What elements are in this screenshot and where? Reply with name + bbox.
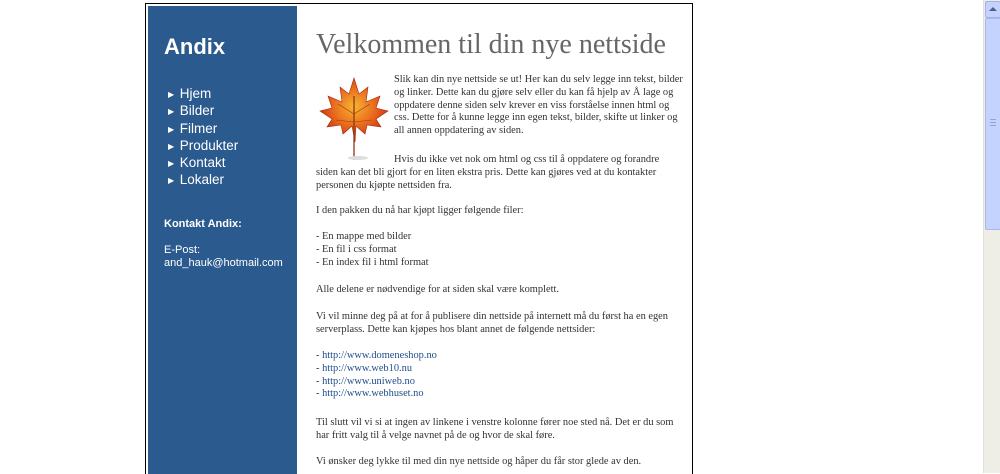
list-item: - http://www.domeneshop.no	[316, 350, 437, 361]
arrow-right-icon: ▶	[168, 107, 175, 117]
nav-item-label: Bilder	[179, 103, 215, 119]
maple-leaf-image	[318, 74, 390, 162]
nav-item-lokaler[interactable]	[168, 171, 238, 188]
nav-item-kontakt[interactable]	[168, 154, 238, 171]
arrow-right-icon: ▶	[168, 176, 175, 186]
nav-item-label: Filmer	[179, 120, 218, 136]
contact-heading: Kontakt Andix:	[164, 218, 242, 230]
email-label: E-Post:	[164, 244, 201, 256]
list-item: - En index fil i html format	[316, 256, 429, 268]
publish-paragraph: Vi vil minne deg på at for å publisere din nettside på internett må du først ha en egen serverplass. Dette kan kjøpes hos blant annet de følgende nettsider:	[316, 311, 668, 335]
list-item: - http://www.webhuset.no	[316, 388, 424, 400]
arrow-right-icon: ▶	[168, 90, 175, 99]
files-list	[316, 231, 682, 269]
vertical-scrollbar[interactable]	[983, 0, 1000, 473]
closing-paragraph: Til slutt vil vi si at ingen av linkene i venstre kolonne fører noe sted nå. Det er du som har fritt valg til å velge navnet på de og hvor de skal føre.	[316, 417, 674, 441]
arrow-up-icon	[989, 7, 997, 11]
grip-icon	[990, 125, 996, 126]
scroll-up-button[interactable]	[985, 1, 1000, 18]
link-web10[interactable]: http://www.web10.nu	[322, 362, 413, 374]
arrow-right-icon: ▶	[168, 141, 175, 151]
nav-item-bilder[interactable]	[168, 102, 238, 119]
arrow-right-icon: ▶	[168, 159, 175, 169]
nav-item-filmer[interactable]	[168, 120, 238, 137]
required-paragraph: Alle delene er nødvendige for at siden skal være komplett.	[316, 284, 559, 295]
email-value: and_hauk@hotmail.com	[164, 257, 283, 269]
wish-paragraph: Vi ønsker deg lykke til med din nye nettside og håper du får stor glede av den.	[316, 456, 642, 467]
nav-item-label: Kontakt	[179, 155, 226, 171]
nav-item-produkter[interactable]	[168, 137, 238, 154]
sidebar-nav	[168, 85, 238, 189]
grip-icon	[990, 122, 996, 123]
page-heading: Velkommen til din nye nettside	[316, 29, 666, 60]
list-item: - En fil i css format	[316, 243, 397, 255]
list-item: - En mappe med bilder	[316, 231, 412, 242]
nav-item-label: Produkter	[179, 137, 239, 153]
link-domeneshop[interactable]: http://www.domeneshop.no	[322, 350, 437, 361]
nav-item-label: Hjem	[179, 86, 212, 101]
nav-item-label: Lokaler	[179, 172, 225, 188]
link-uniweb[interactable]: http://www.uniweb.no	[322, 375, 415, 387]
list-item: - http://www.uniweb.no	[316, 375, 415, 387]
site-title: Andix	[164, 34, 226, 59]
links-list	[316, 350, 682, 401]
page-container	[145, 3, 693, 474]
link-webhuset[interactable]: http://www.webhuset.no	[322, 388, 424, 400]
intro-paragraph: Slik kan din nye nettside se ut! Her kan du selv legge inn tekst, bilder og linker. Dette kan du gjøre selv eller du kan få hjelp av Å lage og oppdatere denne siden selv krever en viss forståelse innen html og css. Dette for å kunne legge inn egen tekst, bilder, skifte ut linker og all annen oppdatering av siden.	[394, 74, 683, 137]
files-intro: I den pakken du nå har kjøpt ligger følgende filer:	[316, 205, 524, 216]
intro-paragraph-2: siden kan det bli gjort for en liten ekstra pris. Dette kan gjøres ved at du kontakter personen du kjøpte nettsiden fra.	[316, 167, 657, 191]
nav-item-hjem[interactable]	[168, 85, 238, 102]
grip-icon	[990, 119, 996, 120]
intro-paragraph-2-lead: Hvis du ikke vet nok om html og css til å oppdatere og forandre	[394, 154, 660, 165]
sidebar	[148, 6, 297, 474]
arrow-right-icon: ▶	[168, 124, 175, 134]
scroll-thumb[interactable]	[985, 18, 1000, 230]
list-item: - http://www.web10.nu	[316, 362, 413, 374]
